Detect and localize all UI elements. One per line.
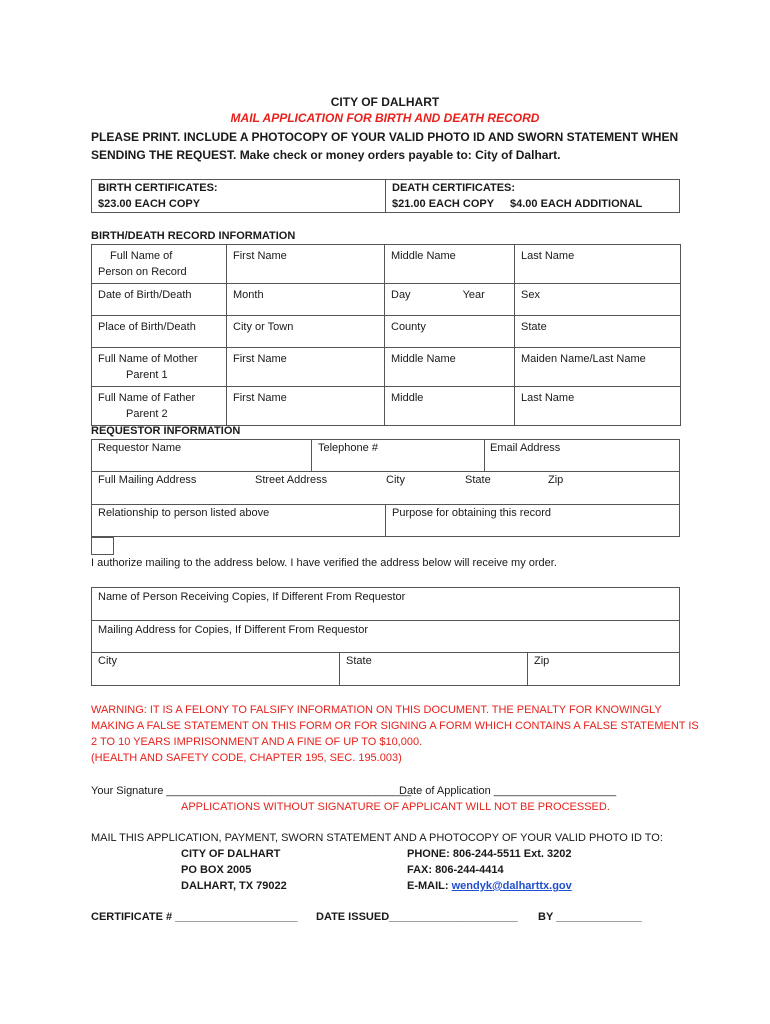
form-title: MAIL APPLICATION FOR BIRTH AND DEATH RECORD bbox=[230, 111, 540, 125]
mail-address-line-1: CITY OF DALHART bbox=[181, 848, 281, 860]
death-cert-price: $21.00 EACH COPY bbox=[392, 198, 495, 210]
authorize-text: I authorize mailing to the address below. I have verified the address below will receive my order. bbox=[91, 557, 557, 569]
death-cert-title: DEATH CERTIFICATES: bbox=[392, 182, 516, 194]
mail-address-line-3: DALHART, TX 79022 bbox=[181, 880, 287, 892]
mail-intro: MAIL THIS APPLICATION, PAYMENT, SWORN STATEMENT AND A PHOTOCOPY OF YOUR VALID PHOTO ID TO: bbox=[91, 832, 663, 844]
field-father-last[interactable]: Last Name bbox=[515, 387, 681, 426]
field-mother-first[interactable]: First Name bbox=[227, 348, 385, 387]
fee-divider bbox=[385, 179, 386, 213]
instructions-line-1: PLEASE PRINT. INCLUDE A PHOTOCOPY OF YOUR VALID PHOTO ID AND SWORN STATEMENT WHEN bbox=[91, 130, 679, 144]
requestor-row-divider-1 bbox=[91, 471, 680, 472]
field-purpose[interactable]: Purpose for obtaining this record bbox=[392, 507, 551, 519]
birth-cert-price: $23.00 EACH COPY bbox=[98, 198, 201, 210]
mail-address-line-2: PO BOX 2005 bbox=[181, 864, 252, 876]
mail-email-label: E-MAIL: bbox=[407, 880, 452, 892]
mail-email-row bbox=[407, 880, 572, 892]
warning-line-3: 2 TO 10 YEARS IMPRISONMENT AND A FINE OF UP TO $10,000. bbox=[91, 736, 423, 748]
field-day-year[interactable]: Day Year bbox=[385, 284, 515, 316]
city-title: CITY OF DALHART bbox=[330, 95, 440, 109]
record-row-mother bbox=[92, 348, 681, 387]
signature-notice: APPLICATIONS WITHOUT SIGNATURE OF APPLICANT WILL NOT BE PROCESSED. bbox=[181, 801, 610, 813]
field-recipient-name[interactable]: Name of Person Receiving Copies, If Different From Requestor bbox=[98, 591, 406, 603]
certificate-number-line[interactable]: CERTIFICATE # ____________________ bbox=[91, 911, 298, 923]
record-row-place bbox=[92, 316, 681, 348]
label-mother: Full Name of Mother Parent 1 bbox=[92, 348, 227, 387]
recipient-row-divider-1 bbox=[91, 620, 680, 621]
authorize-checkbox[interactable] bbox=[91, 537, 114, 555]
label-date: Date of Birth/Death bbox=[92, 284, 227, 316]
label-street-address: Street Address bbox=[255, 474, 328, 486]
requestor-col-divider-2 bbox=[484, 439, 485, 471]
issued-by-line[interactable]: BY ______________ bbox=[538, 911, 642, 923]
field-recipient-zip[interactable]: Zip bbox=[534, 655, 550, 667]
label-full-name: Full Name of Person on Record bbox=[92, 245, 227, 284]
field-sex[interactable]: Sex bbox=[515, 284, 681, 316]
field-requestor-name[interactable]: Requestor Name bbox=[98, 442, 182, 454]
requestor-heading: REQUESTOR INFORMATION bbox=[91, 425, 241, 437]
recipient-col-divider-1 bbox=[339, 652, 340, 686]
label-city: City bbox=[386, 474, 405, 486]
field-city-town[interactable]: City or Town bbox=[227, 316, 385, 348]
field-recipient-address[interactable]: Mailing Address for Copies, If Different From Requestor bbox=[98, 624, 369, 636]
requestor-col-divider-3 bbox=[385, 504, 386, 537]
record-row-date bbox=[92, 284, 681, 316]
mail-phone: PHONE: 806-244-5511 Ext. 3202 bbox=[407, 848, 572, 860]
label-father: Full Name of Father Parent 2 bbox=[92, 387, 227, 426]
field-first-name[interactable]: First Name bbox=[227, 245, 385, 284]
record-info-table bbox=[91, 244, 681, 426]
field-father-first[interactable]: First Name bbox=[227, 387, 385, 426]
field-state[interactable]: State bbox=[515, 316, 681, 348]
application-date-line[interactable]: Date of Application ____________________ bbox=[399, 785, 617, 797]
field-month[interactable]: Month bbox=[227, 284, 385, 316]
field-middle-name[interactable]: Middle Name bbox=[385, 245, 515, 284]
warning-line-2: MAKING A FALSE STATEMENT ON THIS FORM OR FOR SIGNING A FORM WHICH CONTAINS A FALSE STATEMENT IS bbox=[91, 720, 699, 732]
record-row-father bbox=[92, 387, 681, 426]
label-place: Place of Birth/Death bbox=[92, 316, 227, 348]
instructions-line-2: SENDING THE REQUEST. Make check or money orders payable to: City of Dalhart. bbox=[91, 148, 561, 162]
field-father-middle[interactable]: Middle bbox=[385, 387, 515, 426]
label-state: State bbox=[465, 474, 491, 486]
field-last-name[interactable]: Last Name bbox=[515, 245, 681, 284]
field-telephone[interactable]: Telephone # bbox=[318, 442, 378, 454]
mail-fax: FAX: 806-244-4414 bbox=[407, 864, 504, 876]
record-info-heading: BIRTH/DEATH RECORD INFORMATION bbox=[91, 230, 296, 242]
record-row-name bbox=[92, 245, 681, 284]
recipient-row-divider-2 bbox=[91, 652, 680, 653]
field-mailing-address[interactable]: Full Mailing Address bbox=[98, 474, 197, 486]
field-county[interactable]: County bbox=[385, 316, 515, 348]
death-cert-additional: $4.00 EACH ADDITIONAL bbox=[510, 198, 643, 210]
birth-cert-title: BIRTH CERTIFICATES: bbox=[98, 182, 218, 194]
field-mother-maiden[interactable]: Maiden Name/Last Name bbox=[515, 348, 681, 387]
warning-line-4: (HEALTH AND SAFETY CODE, CHAPTER 195, SEC. 195.003) bbox=[91, 752, 402, 764]
label-zip: Zip bbox=[548, 474, 564, 486]
recipient-col-divider-2 bbox=[527, 652, 528, 686]
mail-email-link[interactable]: wendyk@dalharttx.gov bbox=[451, 880, 572, 892]
field-recipient-city[interactable]: City bbox=[98, 655, 117, 667]
field-relationship[interactable]: Relationship to person listed above bbox=[98, 507, 270, 519]
requestor-col-divider-1 bbox=[311, 439, 312, 471]
field-mother-middle[interactable]: Middle Name bbox=[385, 348, 515, 387]
signature-line[interactable]: Your Signature ________________________________________ bbox=[91, 785, 412, 797]
date-issued-line[interactable]: DATE ISSUED_____________________ bbox=[316, 911, 518, 923]
warning-line-1: WARNING: IT IS A FELONY TO FALSIFY INFORMATION ON THIS DOCUMENT. THE PENALTY FOR KNOWINGLY bbox=[91, 704, 662, 716]
field-email[interactable]: Email Address bbox=[490, 442, 561, 454]
field-recipient-state[interactable]: State bbox=[346, 655, 372, 667]
